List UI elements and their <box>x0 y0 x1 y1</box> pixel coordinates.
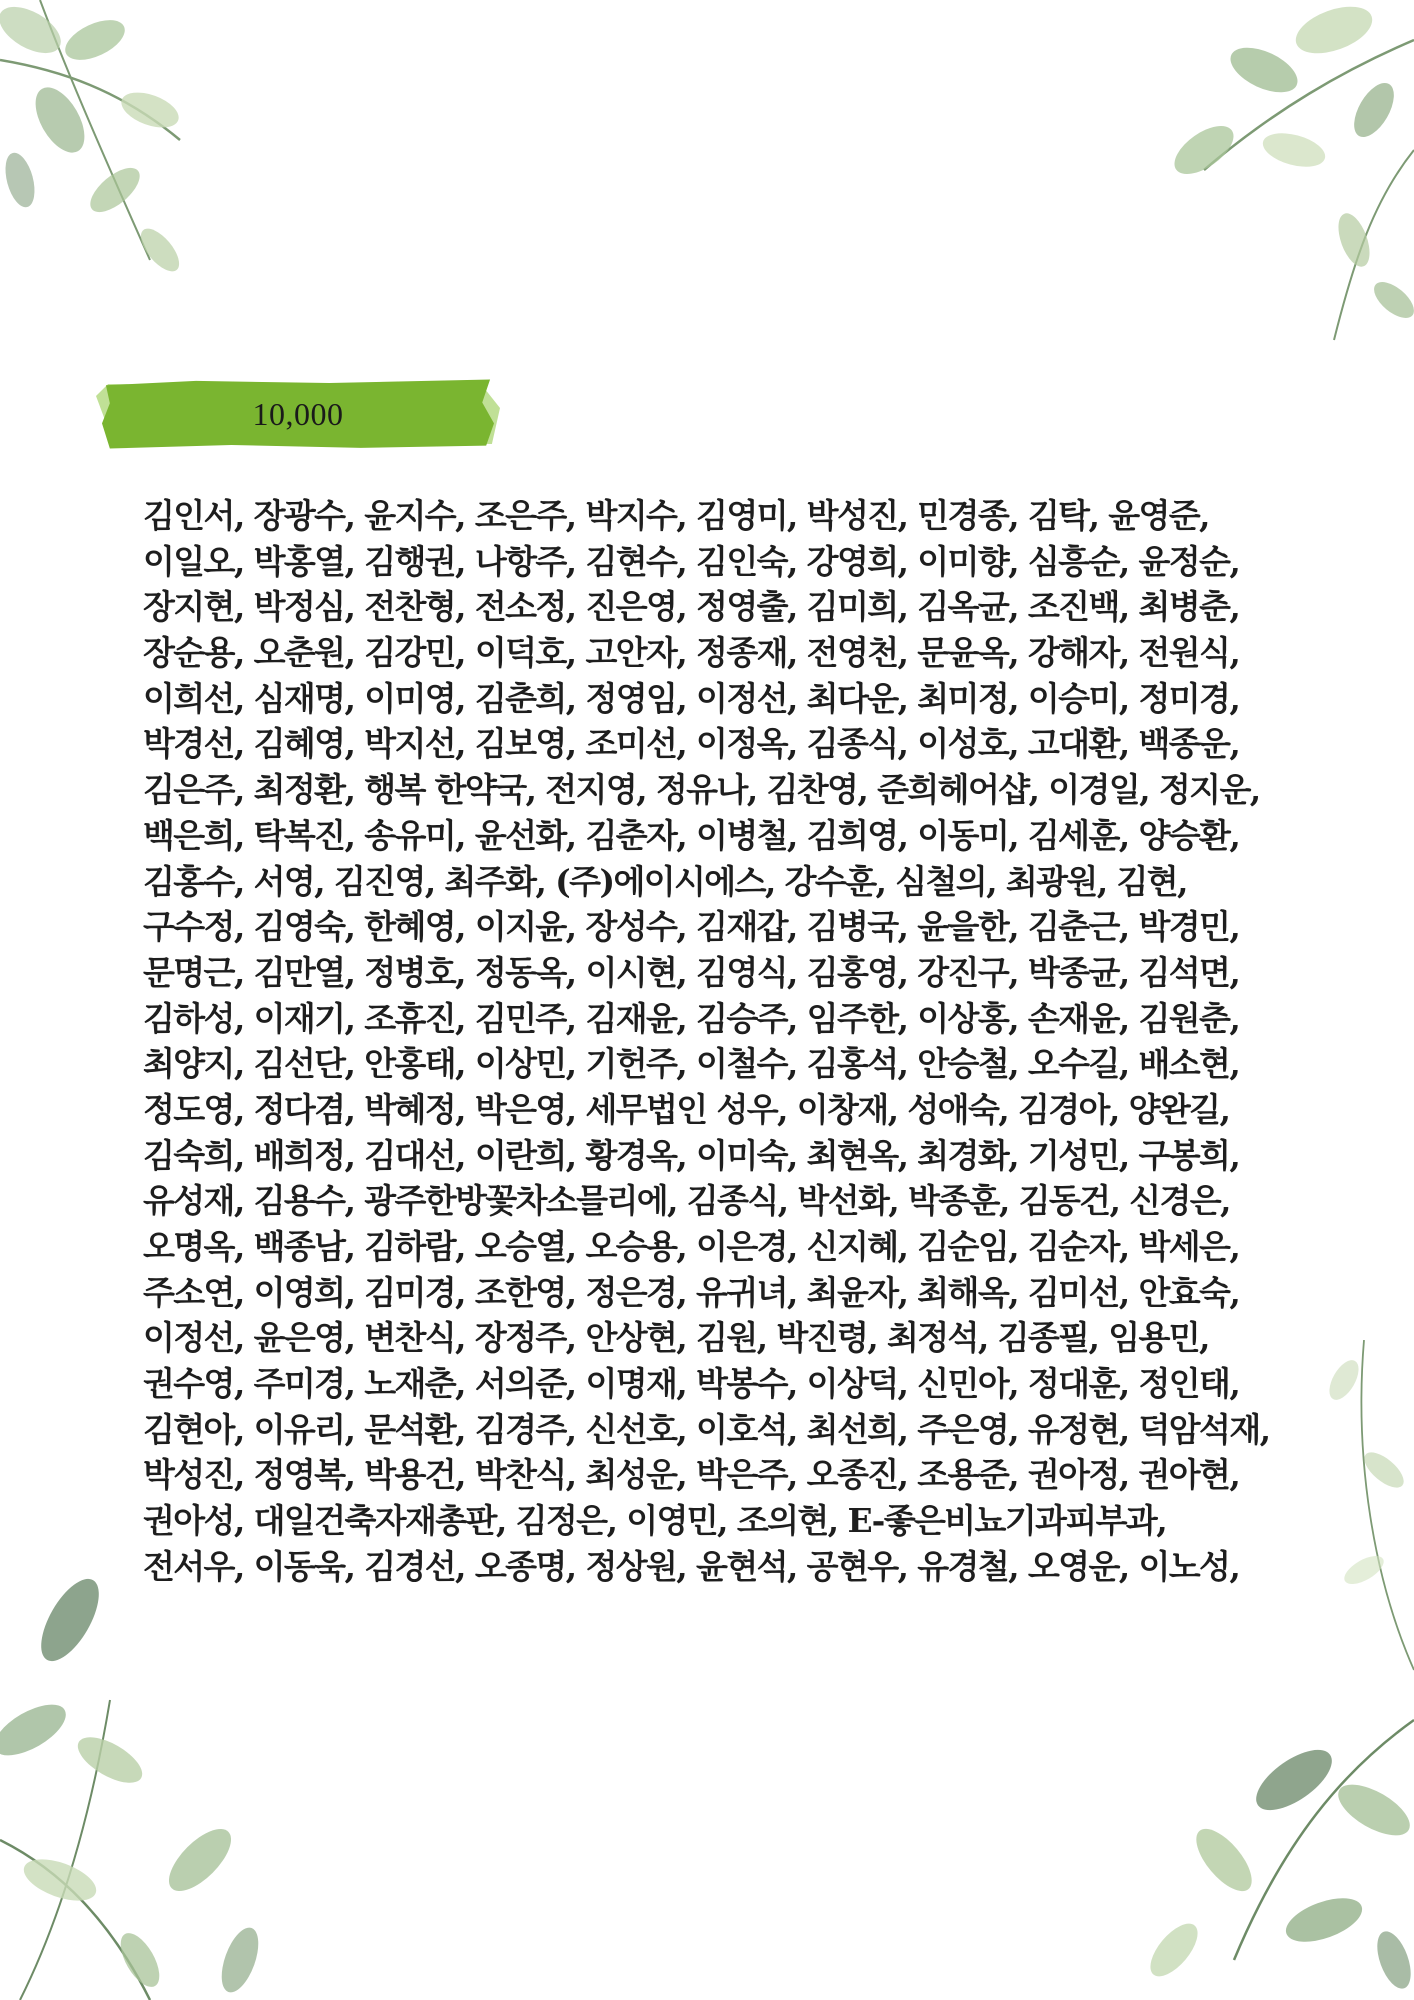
donor-line: 권수영, 주미경, 노재춘, 서의준, 이명재, 박봉수, 이상덕, 신민아, 정대훈, 정인태, <box>143 1364 1240 1404</box>
amount-badge-label: 10,000 <box>252 395 344 432</box>
donor-line: 권아성, 대일건축자재총판, 김정은, 이영민, 조의현, E-좋은비뇨기과피부과, <box>143 1501 1167 1541</box>
donor-line: 오명옥, 백종남, 김하람, 오승열, 오승용, 이은경, 신지혜, 김순임, 김순자, 박세은, <box>143 1227 1240 1266</box>
donor-line: 김하성, 이재기, 조휴진, 김민주, 김재윤, 김승주, 임주한, 이상홍, 손재윤, 김원춘, <box>143 998 1240 1038</box>
donor-line: 이일오, 박홍열, 김행권, 나항주, 김현수, 김인숙, 강영희, 이미향, 심흥순, 윤정순, <box>143 541 1240 581</box>
donor-line: 장지현, 박정심, 전찬형, 전소정, 진은영, 정영출, 김미희, 김옥균, 조진백, 최병춘, <box>143 587 1240 627</box>
donor-line: 김홍수, 서영, 김진영, 최주화, (주)에이시에스, 강수훈, 심철의, 최광원, 김현, <box>143 861 1187 901</box>
donor-line: 백은희, 탁복진, 송유미, 윤선화, 김춘자, 이병철, 김희영, 이동미, 김세훈, 양승환, <box>143 815 1240 855</box>
watercolor-leaves-top-left <box>0 0 260 300</box>
donor-line: 문명근, 김만열, 정병호, 정동옥, 이시현, 김영식, 김홍영, 강진구, 박종균, 김석면, <box>143 952 1240 992</box>
donor-line: 구수정, 김영숙, 한혜영, 이지윤, 장성수, 김재갑, 김병국, 윤을한, 김춘근, 박경민, <box>143 907 1240 947</box>
watercolor-leaves-top-right <box>1084 0 1414 360</box>
donor-line: 김현아, 이유리, 문석환, 김경주, 신선호, 이호석, 최선희, 주은영, 유정현, 덕암석재, <box>143 1409 1270 1449</box>
donor-line: 박성진, 정영복, 박용건, 박찬식, 최성운, 박은주, 오종진, 조용준, 권아정, 권아현, <box>143 1455 1240 1495</box>
donor-name-list <box>143 493 1323 1590</box>
donor-line: 정도영, 정다겸, 박혜정, 박은영, 세무법인 성우, 이창재, 성애숙, 김경아, 양완길, <box>143 1089 1230 1129</box>
donor-line: 박경선, 김혜영, 박지선, 김보영, 조미선, 이정옥, 김종식, 이성호, 고대환, 백종운, <box>143 724 1240 764</box>
donor-line: 김인서, 장광수, 윤지수, 조은주, 박지수, 김영미, 박성진, 민경종, 김탁, 윤영준, <box>143 496 1209 535</box>
donor-line: 주소연, 이영희, 김미경, 조한영, 정은경, 유귀녀, 최윤자, 최해옥, 김미선, 안효숙, <box>143 1272 1240 1312</box>
donor-line: 이희선, 심재명, 이미영, 김춘희, 정영임, 이정선, 최다운, 최미정, 이승미, 정미경, <box>143 678 1240 718</box>
donor-line: 이정선, 윤은영, 변찬식, 장정주, 안상현, 김원, 박진령, 최정석, 김종필, 임용민, <box>143 1318 1209 1358</box>
donor-line: 김은주, 최정환, 행복 한약국, 전지영, 정유나, 김찬영, 준희헤어샵, 이경일, 정지운, <box>143 770 1260 810</box>
donor-line: 장순용, 오춘원, 김강민, 이덕호, 고안자, 정종재, 전영천, 문윤옥, 강해자, 전원식, <box>143 633 1240 673</box>
watercolor-leaves-bottom-left <box>0 1540 300 2000</box>
donor-line: 전서우, 이동욱, 김경선, 오종명, 정상원, 윤현석, 공현우, 유경철, 오영운, 이노성, <box>143 1546 1240 1586</box>
donor-line: 최양지, 김선단, 안홍태, 이상민, 기헌주, 이철수, 김홍석, 안승철, 오수길, 배소현, <box>143 1044 1240 1084</box>
donor-line: 유성재, 김용수, 광주한방꽃차소믈리에, 김종식, 박선화, 박종훈, 김동건, 신경은, <box>143 1181 1230 1221</box>
donor-line: 김숙희, 배희정, 김대선, 이란희, 황경옥, 이미숙, 최현옥, 최경화, 기성민, 구봉희, <box>143 1135 1240 1175</box>
